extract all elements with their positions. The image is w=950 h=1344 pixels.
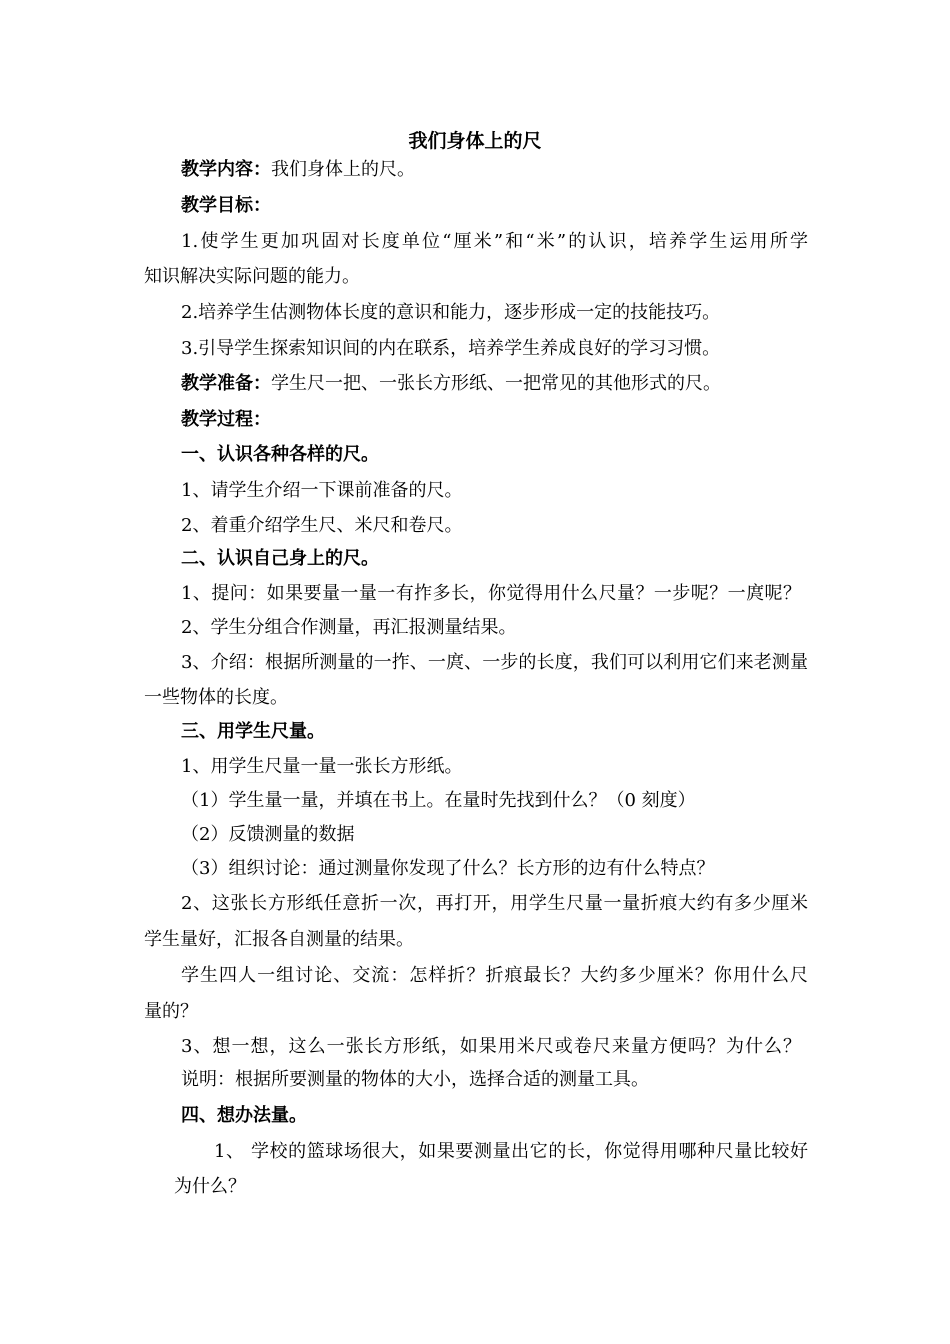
goals-label: 教学目标： — [181, 195, 271, 216]
section-1-item-1: 1、请学生介绍一下课前准备的尺。 — [181, 480, 463, 501]
section-3-subitem-2: （2）反馈测量的数据 — [181, 824, 355, 845]
section-3-subitem-3: （3）组织讨论：通过测量你发现了什么？长方形的边有什么特点？ — [181, 858, 715, 879]
prep-line — [181, 372, 721, 396]
goal-1-line-1: 1.使学生更加巩固对长度单位“厘米”和“米”的认识，培养学生运用所学 — [181, 231, 808, 252]
section-3-item-2-line-2: 学生量好，汇报各自测量的结果。 — [144, 929, 414, 950]
section-2-item-1: 1、提问：如果要量一量一有拃多长，你觉得用什么尺量？一步呢？一庹呢？ — [181, 583, 801, 604]
page-title: 我们身体上的尺 — [408, 130, 542, 152]
section-3-item-3: 3、想一想，这么一张长方形纸，如果用米尺或卷尺来量方便吗？为什么？ — [181, 1036, 801, 1057]
section-2-item-3-line-1: 3、介绍：根据所测量的一拃、一庹、一步的长度，我们可以利用它们来老测量 — [181, 652, 808, 673]
section-2-heading: 二、认识自己身上的尺。 — [181, 548, 379, 569]
section-2-item-2: 2、学生分组合作测量，再汇报测量结果。 — [181, 617, 517, 638]
prep-label: 教学准备： — [181, 373, 271, 394]
goal-2: 2.培养学生估测物体长度的意识和能力，逐步形成一定的技能技巧。 — [181, 302, 721, 323]
section-4-heading: 四、想办法量。 — [181, 1105, 307, 1126]
section-3-discussion-line-1: 学生四人一组讨论、交流：怎样折？折痕最长？大约多少厘米？你用什么尺 — [181, 965, 808, 986]
prep-text: 学生尺一把、一张长方形纸、一把常见的其他形式的尺。 — [271, 373, 721, 394]
section-1-heading: 一、认识各种各样的尺。 — [181, 444, 379, 465]
section-1-item-2: 2、着重介绍学生尺、米尺和卷尺。 — [181, 515, 463, 536]
content-line — [181, 158, 415, 182]
section-3-subitem-1: （1）学生量一量，并填在书上。在量时先找到什么？（0 刻度） — [181, 790, 696, 811]
section-3-item-1: 1、用学生尺量一量一张长方形纸。 — [181, 756, 463, 777]
section-2-item-3-line-2: 一些物体的长度。 — [144, 687, 288, 708]
section-3-note: 说明：根据所要测量的物体的大小，选择合适的测量工具。 — [181, 1069, 649, 1090]
section-4-item-1-line-1: 1、 学校的篮球场很大，如果要测量出它的长，你觉得用哪种尺量比较好 — [214, 1141, 808, 1162]
section-4-item-1-line-2: 为什么？ — [174, 1176, 246, 1197]
goal-1-line-2: 知识解决实际问题的能力。 — [144, 266, 360, 287]
section-3-heading: 三、用学生尺量。 — [181, 721, 325, 742]
process-label: 教学过程： — [181, 409, 271, 430]
section-3-discussion-line-2: 量的？ — [144, 1001, 198, 1022]
goal-3: 3.引导学生探索知识间的内在联系，培养学生养成良好的学习习惯。 — [181, 338, 721, 359]
content-text: 我们身体上的尺。 — [271, 159, 415, 180]
section-3-item-2-line-1: 2、这张长方形纸任意折一次，再打开，用学生尺量一量折痕大约有多少厘米 — [181, 893, 808, 914]
content-label: 教学内容： — [181, 159, 271, 180]
